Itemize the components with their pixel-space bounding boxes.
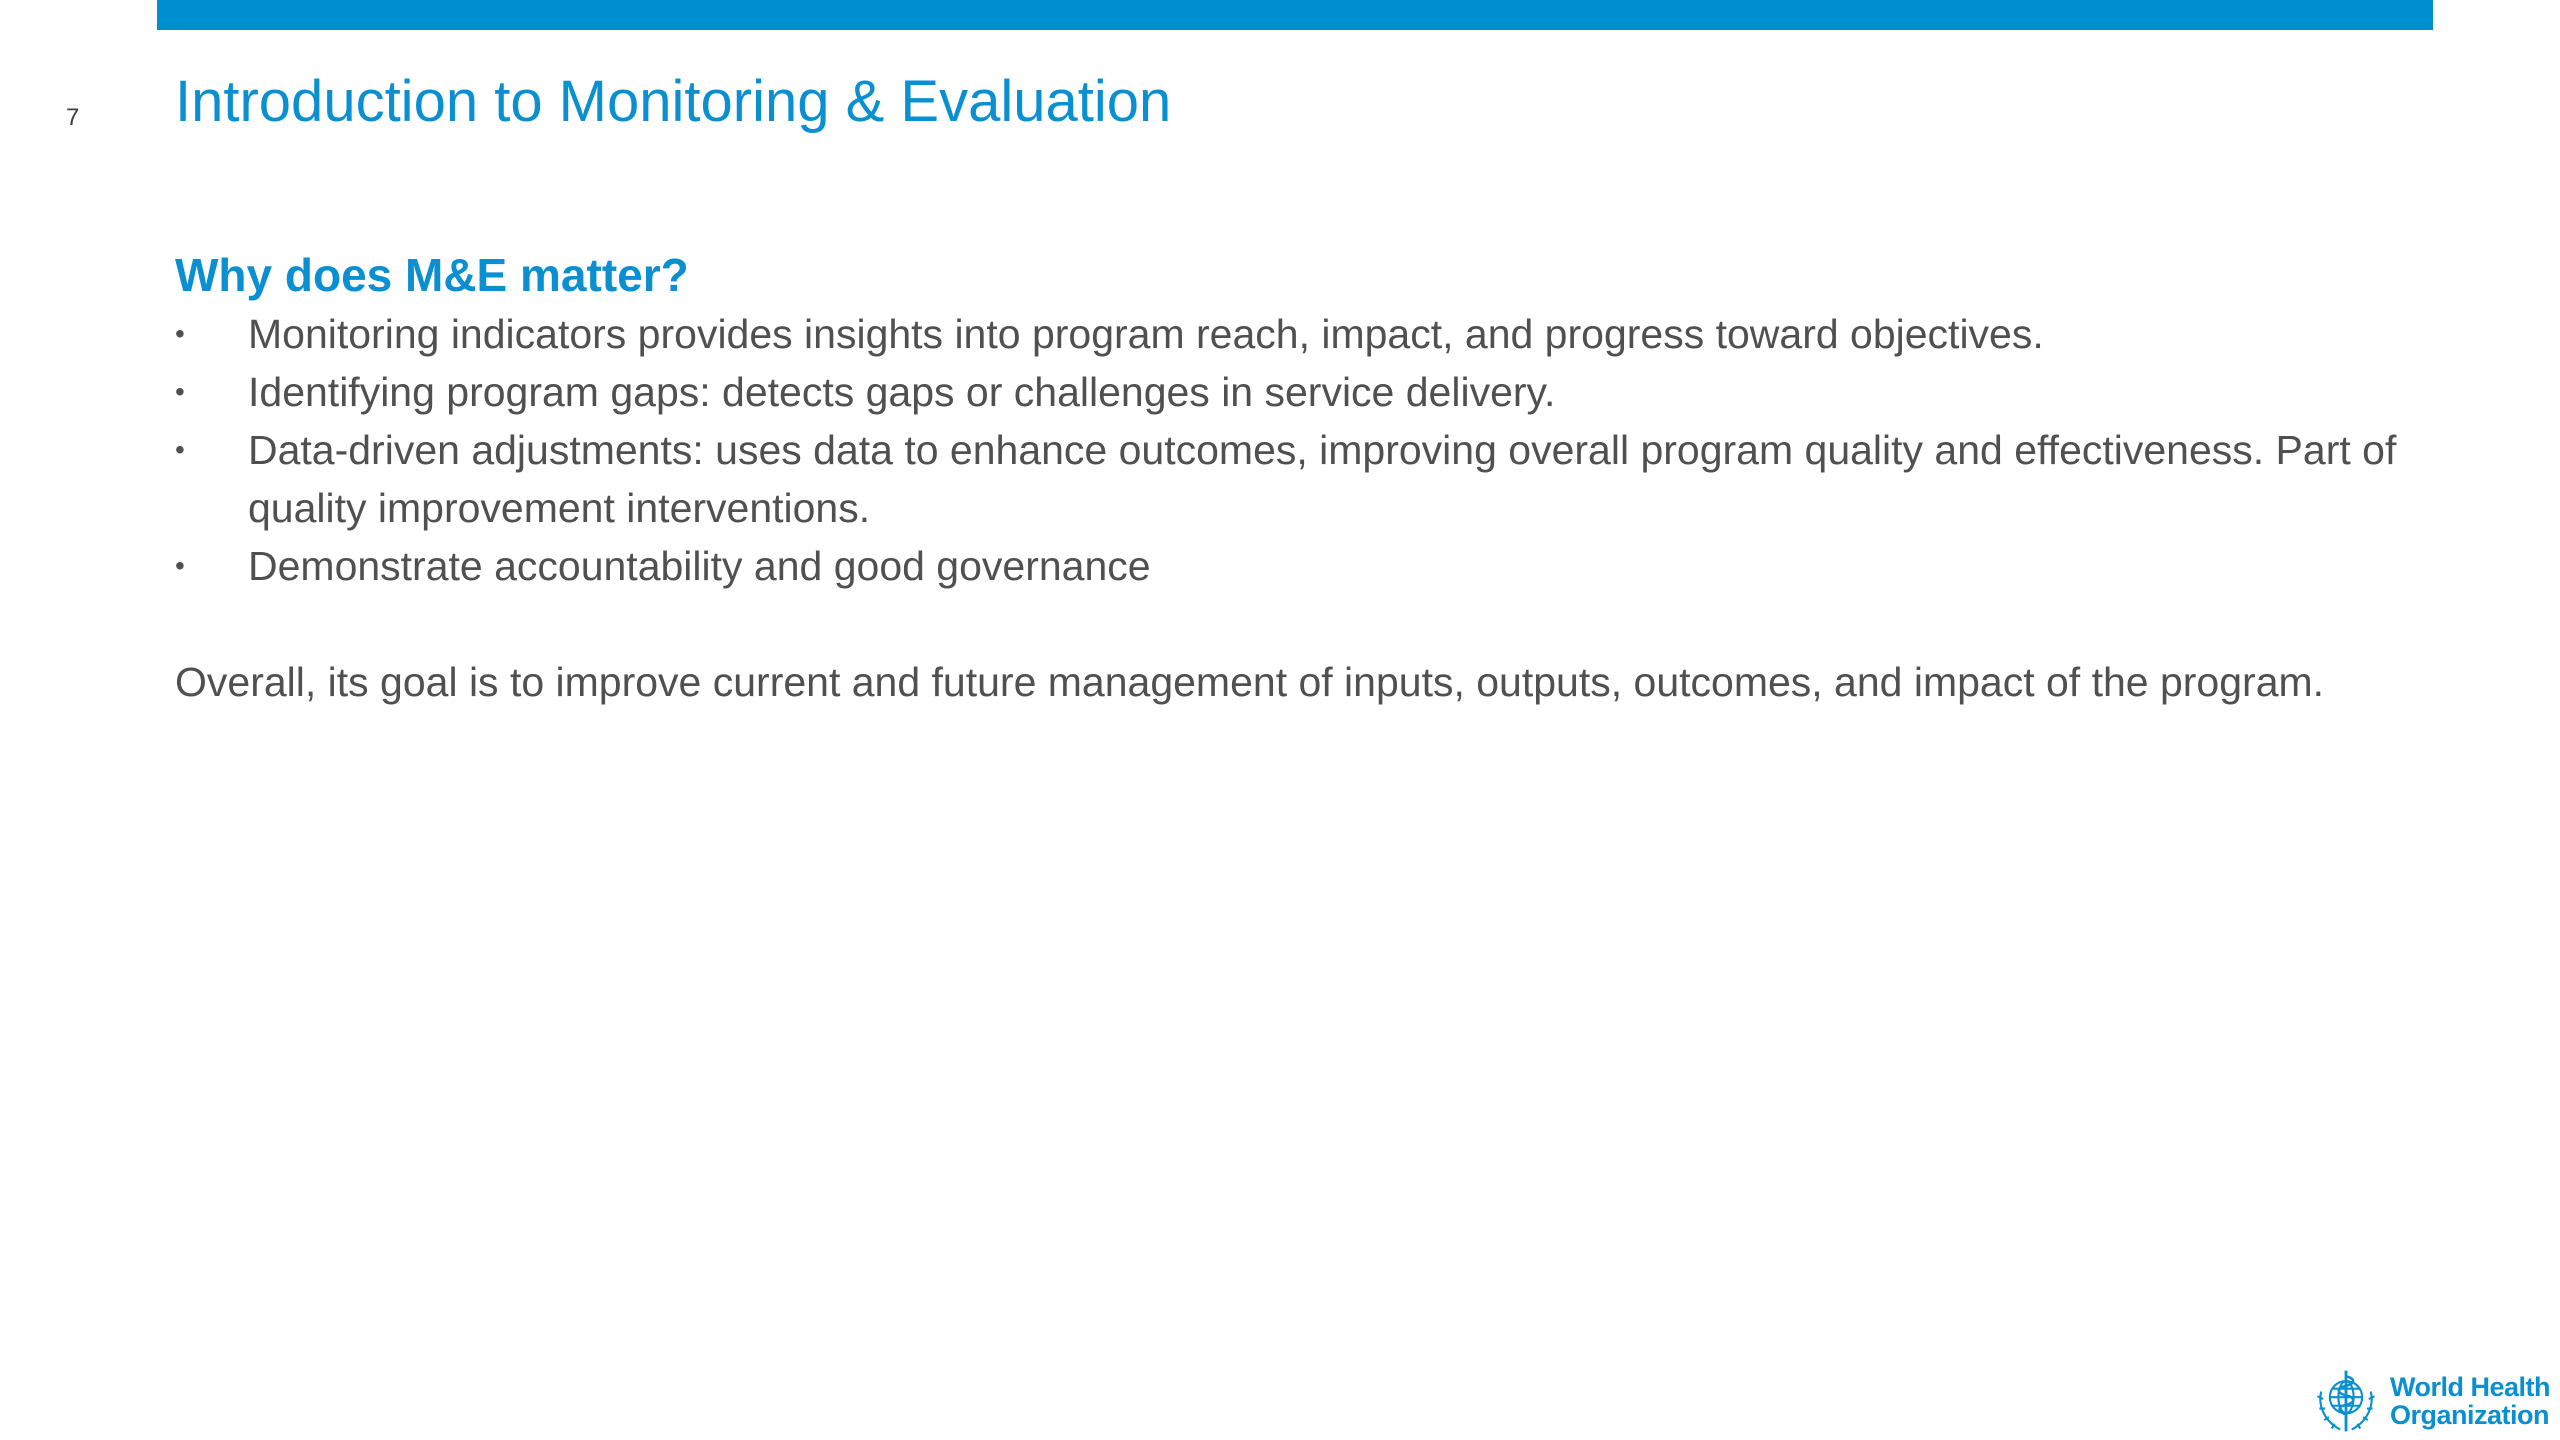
who-wordmark: [2390, 1373, 2550, 1429]
slide-number: 7: [66, 104, 80, 131]
slide-content: [175, 245, 2415, 752]
bullet-text: Demonstrate accountability and good governance: [248, 543, 1151, 589]
bullet-list: [175, 305, 2415, 595]
slide-title: Introduction to Monitoring & Evaluation: [175, 69, 1172, 134]
summary-paragraph: Overall, its goal is to improve current and future management of inputs, outputs, outcomes, and impact of the program.: [175, 659, 2325, 705]
bullet-item: [175, 363, 2415, 421]
bullet-icon: •: [175, 318, 185, 349]
who-emblem-icon: [2308, 1363, 2384, 1439]
bullet-item: [175, 305, 2415, 363]
bullet-text: Monitoring indicators provides insights into program reach, impact, and progress toward objectives.: [248, 311, 2044, 357]
logo-line-2: Organization: [2390, 1400, 2550, 1430]
bullet-item: [175, 537, 2415, 595]
section-subheading: Why does M&E matter?: [175, 249, 689, 301]
bullet-icon: •: [175, 434, 185, 465]
bullet-text: Identifying program gaps: detects gaps or challenges in service delivery.: [248, 369, 1556, 415]
bullet-text: Data-driven adjustments: uses data to enhance outcomes, improving overall program quality and effectiveness. Part of quality improvement interventions.: [248, 427, 2397, 531]
who-logo: [2308, 1363, 2550, 1439]
logo-line-1: World Health: [2390, 1372, 2551, 1402]
bullet-icon: •: [175, 376, 185, 407]
header-accent-bar: [157, 0, 2433, 30]
bullet-icon: •: [175, 550, 185, 581]
bullet-item: [175, 421, 2415, 537]
